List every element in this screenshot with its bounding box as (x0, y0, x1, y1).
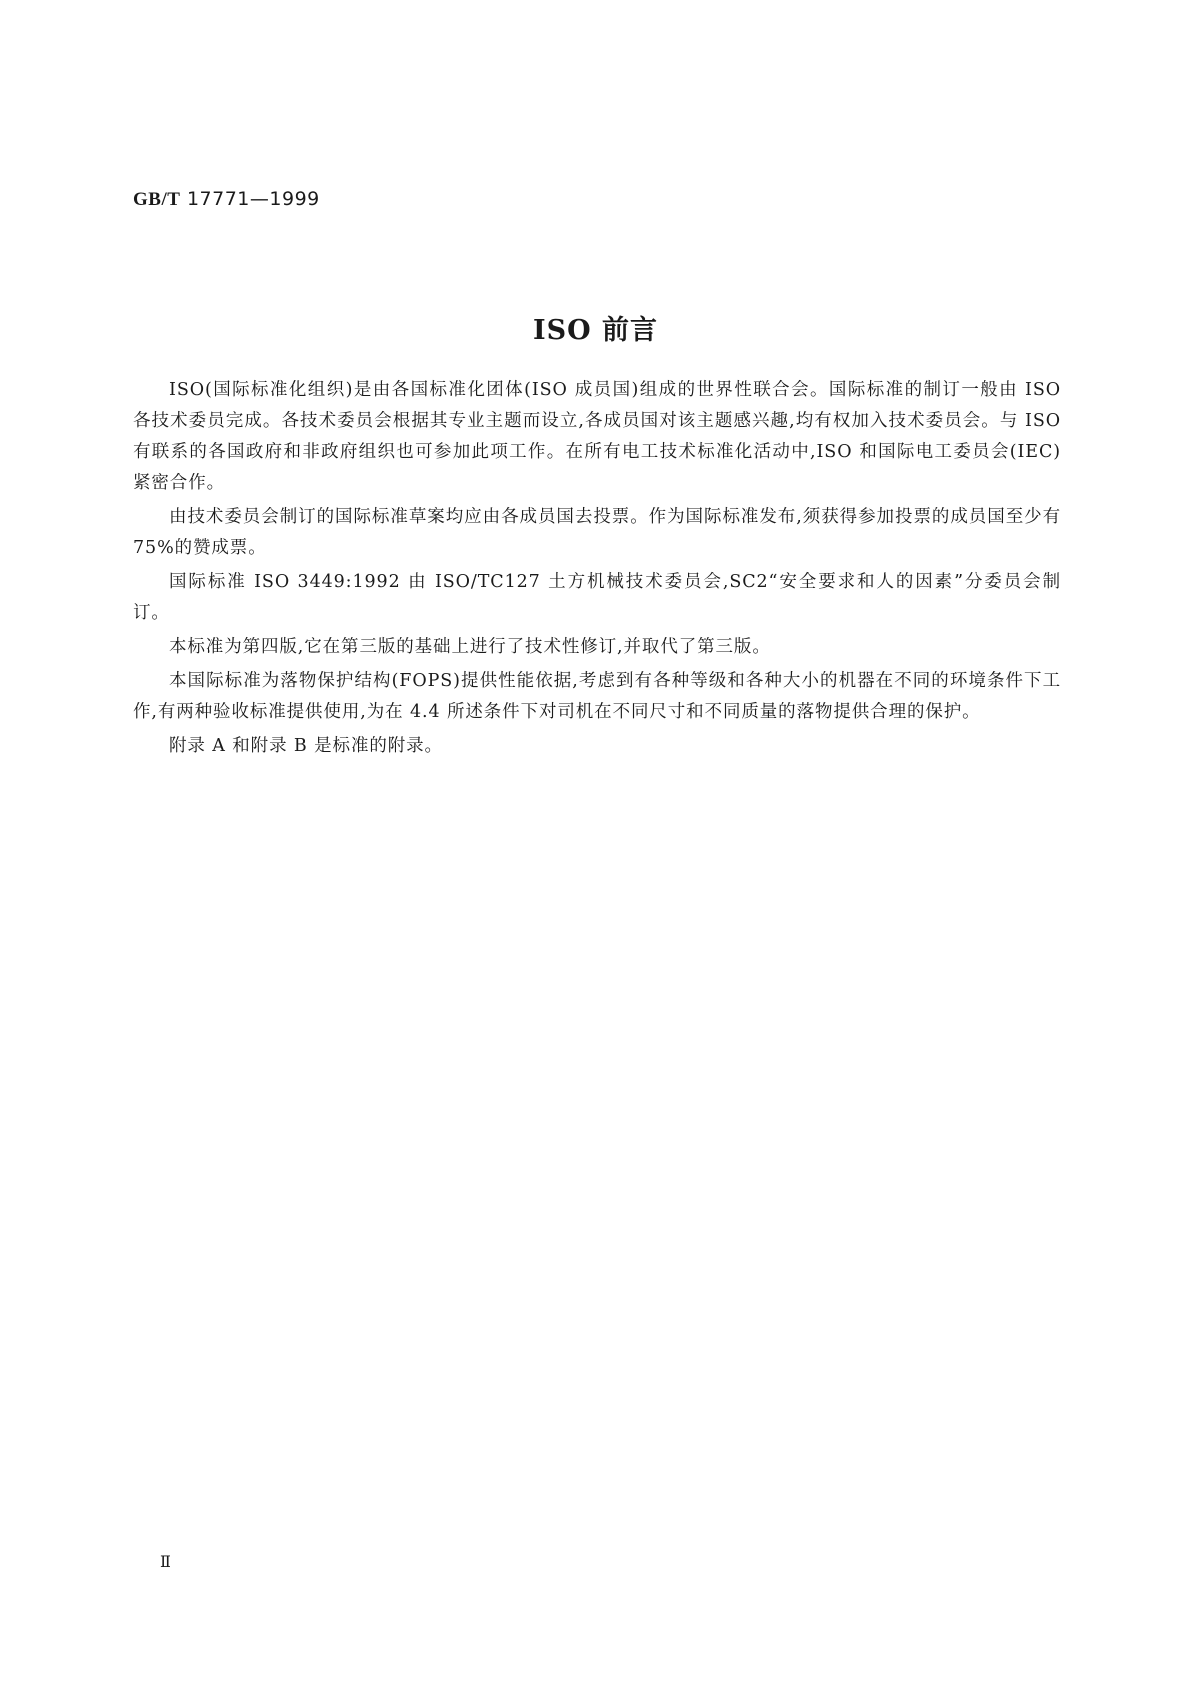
paragraph: 附录 A 和附录 B 是标准的附录。 (169, 736, 443, 756)
paragraph: 本标准为第四版,它在第三版的基础上进行了技术性修订,并取代了第三版。 (169, 637, 771, 657)
paragraph: 国际标准 ISO 3449:1992 由 ISO/TC127 土方机械技术委员会,SC2“安全要求和人的因素”分委员会制订。 (133, 572, 1061, 623)
document-header (133, 188, 320, 211)
paragraph: ISO(国际标准化组织)是由各国标准化团体(ISO 成员国)组成的世界性联合会。国际标准的制订一般由 ISO 各技术委员完成。各技术委员会根据其专业主题而设立,各成员国对该主题感兴趣,均有权加入技术委员会。与 ISO 有联系的各国政府和非政府组织也可参加此项工作。在所有电工技术标准化活动中,ISO 和国际电工委员会(IEC)紧密合作。 (133, 380, 1061, 493)
paragraph: 由技术委员会制订的国际标准草案均应由各成员国去投票。作为国际标准发布,须获得参加投票的成员国至少有 75%的赞成票。 (133, 507, 1061, 558)
page-number: Ⅱ (160, 1552, 171, 1571)
standard-number: 17771—1999 (186, 188, 320, 210)
page-title: ISO 前言 (532, 315, 659, 346)
standard-code: GB/T (133, 189, 181, 210)
foreword-body (133, 375, 1061, 765)
paragraph: 本国际标准为落物保护结构(FOPS)提供性能依据,考虑到有各种等级和各种大小的机器在不同的环境条件下工作,有两种验收标准提供使用,为在 4.4 所述条件下对司机在不同尺寸和不同质量的落物提供合理的保护。 (133, 671, 1061, 722)
